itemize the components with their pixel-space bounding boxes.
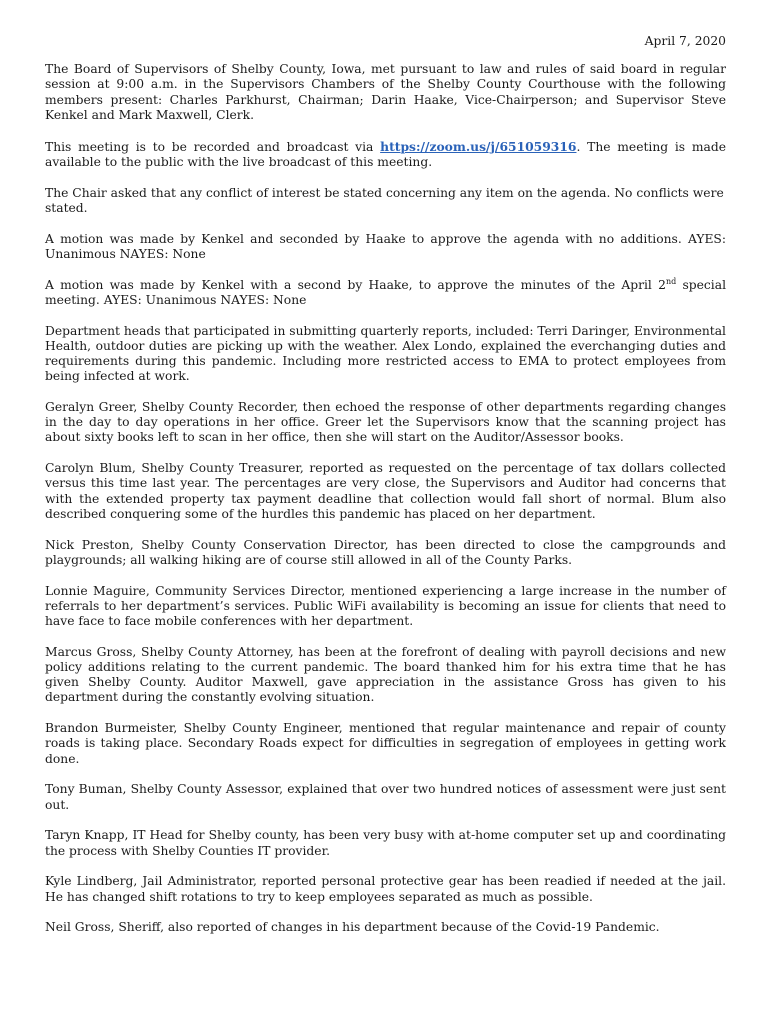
paragraph-jail-administrator: Kyle Lindberg, Jail Administrator, reported personal protective gear has been readied if needed at the jail. He has changed shift rotations to try to keep employees separated as much as possible. bbox=[45, 874, 726, 904]
paragraph-it-head: Taryn Knapp, IT Head for Shelby county, has been very busy with at-home computer set up and coordinating the process with Shelby Counties IT provider. bbox=[45, 828, 726, 858]
meeting-date: April 7, 2020 bbox=[644, 34, 726, 48]
paragraph-community-services: Lonnie Maguire, Community Services Director, mentioned experiencing a large increase in the number of referrals to her department’s services. Public WiFi availability is becoming an issue for clients that need to have face to face mobile conferences with her department. bbox=[45, 583, 726, 629]
paragraph-treasurer: Carolyn Blum, Shelby County Treasurer, reported as requested on the percentage of tax dollars collected versus this time last year. The percentages are very close, the Supervisors and Auditor had concerns that with the extended property tax payment deadline that collection would fall short of normal. Blum also described conquering some of the hurdles this pandemic has placed on her department. bbox=[45, 461, 726, 521]
ordinal-suffix: nd bbox=[665, 276, 677, 286]
paragraph-conservation: Nick Preston, Shelby County Conservation Director, has been directed to close the campgrounds and playgrounds; all walking hiking are of course still allowed in all of the County Parks. bbox=[45, 537, 726, 567]
paragraph-opening: The Board of Supervisors of Shelby County, Iowa, met pursuant to law and rules of said board in regular session at 9:00 a.m. in the Supervisors Chambers of the Shelby County Courthouse with the following members present: Charles Parkhurst, Chairman; Darin Haake, Vice-Chairperson; and Supervisor Steve Kenkel and Mark Maxwell, Clerk. bbox=[45, 62, 726, 122]
zoom-link[interactable]: https://zoom.us/j/651059316 bbox=[380, 138, 577, 154]
paragraph-conflict: The Chair asked that any conflict of interest be stated concerning any item on the agenda. No conflicts were stated. bbox=[45, 185, 724, 215]
paragraph-engineer: Brandon Burmeister, Shelby County Engineer, mentioned that regular maintenance and repair of county roads is taking place. Secondary Roads expect for difficulties in segregation of employees in getting work done. bbox=[45, 721, 726, 766]
broadcast-text-before: This meeting is to be recorded and broadcast via bbox=[45, 139, 381, 154]
broadcast-text-after: . The meeting is made available to the public with the live broadcast of this meeting. bbox=[45, 139, 726, 169]
document-page bbox=[45, 34, 726, 951]
minutes-text-after: special meeting. AYES: Unanimous NAYES: None bbox=[45, 277, 727, 307]
paragraph-assessor: Tony Buman, Shelby County Assessor, explained that over two hundred notices of assessment were just sent out. bbox=[45, 782, 726, 812]
paragraph-minutes-motion bbox=[45, 278, 726, 308]
paragraph-department-heads: Department heads that participated in submitting quarterly reports, included: Terri Daringer, Environmental Health, outdoor duties are picking up with the weather. Alex Londo, explained the everchanging duties and requirements during this pandemic. Including more restricted access to EMA to protect employees from being infected at work. bbox=[45, 323, 726, 384]
paragraph-sheriff: Neil Gross, Sheriff, also reported of changes in his department because of the Covid-19 Pandemic. bbox=[45, 920, 660, 935]
minutes-text-before: A motion was made by Kenkel with a second by Haake, to approve the minutes of the April 2 bbox=[45, 277, 666, 292]
paragraph-attorney: Marcus Gross, Shelby County Attorney, has been at the forefront of dealing with payroll decisions and new policy additions relating to the current pandemic. The board thanked him for his extra time that he has given Shelby County. Auditor Maxwell, gave appreciation in the assistance Gross has given to his department during the constantly evolving situation. bbox=[45, 644, 726, 705]
paragraph-recorder: Geralyn Greer, Shelby County Recorder, then echoed the response of other departments regarding changes in the day to day operations in her office. Greer let the Supervisors know that the scanning project has about sixty books left to scan in her office, then she will start on the Auditor/Assessor books. bbox=[45, 400, 726, 445]
paragraph-agenda-motion: A motion was made by Kenkel and seconded by Haake to approve the agenda with no additions. AYES: Unanimous NAYES: None bbox=[45, 231, 726, 261]
paragraph-broadcast bbox=[45, 139, 726, 170]
